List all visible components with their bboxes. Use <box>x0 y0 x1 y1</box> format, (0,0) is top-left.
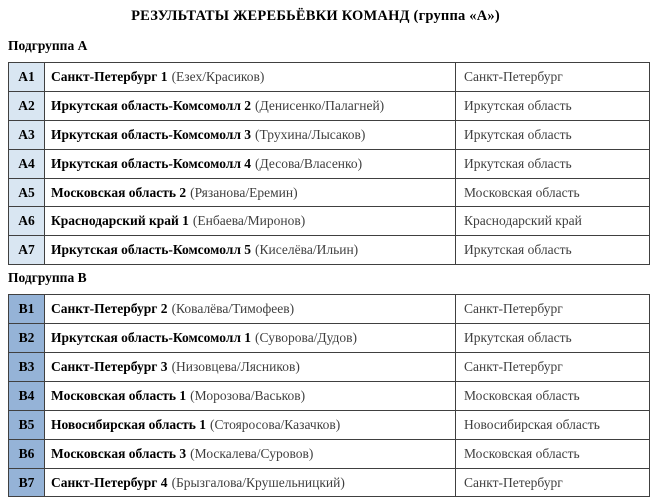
table-row <box>9 324 650 353</box>
team-cell <box>45 91 456 120</box>
seed-cell: А1 <box>9 63 45 92</box>
pair-names: (Стояросова/Казачков) <box>210 416 341 432</box>
table-row <box>9 149 650 178</box>
region-cell: Московская область <box>456 439 650 468</box>
seed-cell: В1 <box>9 295 45 324</box>
region-cell: Иркутская область <box>456 120 650 149</box>
seed-cell: А4 <box>9 149 45 178</box>
team-cell <box>45 410 456 439</box>
seed-cell: В5 <box>9 410 45 439</box>
seed-cell: В3 <box>9 353 45 382</box>
table-row <box>9 236 650 265</box>
team-cell <box>45 63 456 92</box>
subgroup-b-table <box>8 294 650 497</box>
table-row <box>9 381 650 410</box>
team-cell <box>45 178 456 207</box>
team-name: Санкт-Петербург 1 <box>51 68 168 84</box>
region-cell: Санкт-Петербург <box>456 63 650 92</box>
team-name: Иркутская область-Комсомолл 2 <box>51 97 252 113</box>
pair-names: (Суворова/Дудов) <box>255 330 358 346</box>
region-cell: Санкт-Петербург <box>456 468 650 497</box>
team-cell <box>45 149 456 178</box>
team-name: Московская область 1 <box>51 387 187 403</box>
team-cell <box>45 468 456 497</box>
seed-cell: В4 <box>9 381 45 410</box>
team-cell <box>45 353 456 382</box>
pair-names: (Денисенко/Палагней) <box>255 97 385 113</box>
pair-names: (Ковалёва/Тимофеев) <box>171 301 295 317</box>
page-title: РЕЗУЛЬТАТЫ ЖЕРЕБЬЁВКИ КОМАНД (группа «А») <box>131 8 500 24</box>
seed-cell: А5 <box>9 178 45 207</box>
team-cell <box>45 381 456 410</box>
seed-cell: А6 <box>9 207 45 236</box>
team-cell <box>45 295 456 324</box>
pair-names: (Брызгалова/Крушельницкий) <box>171 474 345 490</box>
seed-cell: А3 <box>9 120 45 149</box>
table-row <box>9 91 650 120</box>
team-name: Иркутская область-Комсомолл 1 <box>51 330 252 346</box>
team-name: Московская область 3 <box>51 445 187 461</box>
subgroup-a-heading: Подгруппа А <box>8 38 88 53</box>
pair-names: (Низовцева/Лясников) <box>171 358 300 374</box>
region-cell: Санкт-Петербург <box>456 295 650 324</box>
team-name: Санкт-Петербург 3 <box>51 358 168 374</box>
table-row <box>9 353 650 382</box>
table-row <box>9 178 650 207</box>
region-cell: Санкт-Петербург <box>456 353 650 382</box>
pair-names: (Рязанова/Еремин) <box>190 184 298 200</box>
team-cell <box>45 439 456 468</box>
pair-names: (Морозова/Васьков) <box>190 387 306 403</box>
region-cell: Иркутская область <box>456 91 650 120</box>
table-row <box>9 439 650 468</box>
team-name: Иркутская область-Комсомолл 3 <box>51 126 252 142</box>
pair-names: (Езех/Красиков) <box>171 68 265 84</box>
document-page <box>0 8 631 490</box>
table-row <box>9 468 650 497</box>
region-cell: Краснодарский край <box>456 207 650 236</box>
team-cell <box>45 324 456 353</box>
table-row <box>9 207 650 236</box>
region-cell: Московская область <box>456 178 650 207</box>
pair-names: (Енбаева/Миронов) <box>192 213 306 229</box>
team-name: Санкт-Петербург 2 <box>51 301 168 317</box>
pair-names: (Киселёва/Ильин) <box>255 242 359 258</box>
team-cell <box>45 120 456 149</box>
team-name: Новосибирская область 1 <box>51 416 207 432</box>
table-row <box>9 120 650 149</box>
subgroup-b-heading: Подгруппа В <box>8 270 87 286</box>
team-name: Санкт-Петербург 4 <box>51 474 168 490</box>
team-cell <box>45 236 456 265</box>
region-cell: Иркутская область <box>456 236 650 265</box>
subgroup-a-table <box>8 62 650 265</box>
region-cell: Иркутская область <box>456 149 650 178</box>
team-name: Московская область 2 <box>51 184 187 200</box>
table-row <box>9 295 650 324</box>
table-row <box>9 63 650 92</box>
team-cell <box>45 207 456 236</box>
team-name: Иркутская область-Комсомолл 4 <box>51 155 252 171</box>
pair-names: (Москалева/Суровов) <box>190 445 314 461</box>
region-cell: Новосибирская область <box>456 410 650 439</box>
pair-names: (Трухина/Лысаков) <box>255 126 366 142</box>
team-name: Краснодарский край 1 <box>51 213 189 229</box>
seed-cell: В6 <box>9 439 45 468</box>
table-row <box>9 410 650 439</box>
pair-names: (Десова/Власенко) <box>255 155 363 171</box>
team-name: Иркутская область-Комсомолл 5 <box>51 242 252 258</box>
seed-cell: В7 <box>9 468 45 497</box>
seed-cell: А2 <box>9 91 45 120</box>
region-cell: Московская область <box>456 381 650 410</box>
seed-cell: А7 <box>9 236 45 265</box>
seed-cell: В2 <box>9 324 45 353</box>
region-cell: Иркутская область <box>456 324 650 353</box>
